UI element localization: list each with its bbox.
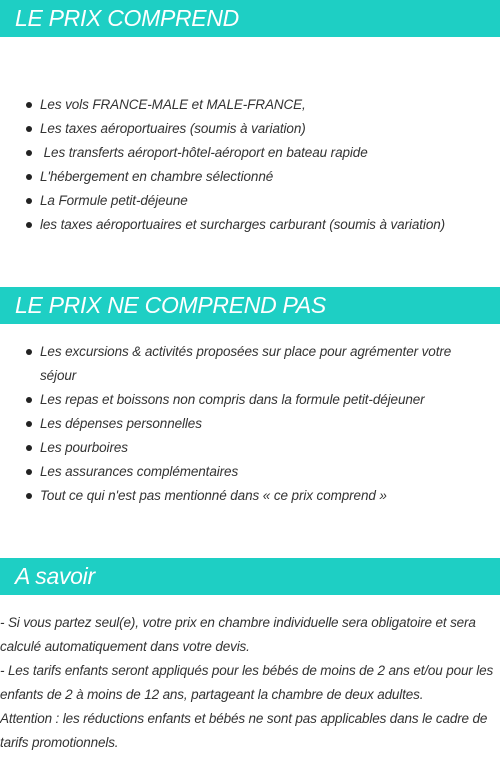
list-item: [0, 340, 480, 388]
bullet-icon: [26, 493, 32, 499]
list-item: [0, 388, 480, 412]
to-know-paragraph-attention: Attention : les réductions enfants et bébés ne sont pas applicables dans le cadre de tarifs promotionnels.: [0, 711, 488, 750]
list-item-text: Les pourboires: [40, 440, 128, 455]
to-know-paragraph-child-rates: - Les tarifs enfants seront appliqués pour les bébés de moins de 2 ans et/ou pour les enfants de 2 à moins de 12 ans, partageant la chambre de deux adultes.: [0, 663, 494, 702]
included-list: [0, 93, 480, 237]
list-item-text: Les vols FRANCE-MALE et MALE-FRANCE,: [40, 97, 306, 112]
list-item-text: Les taxes aéroportuaires (soumis à variation): [40, 121, 306, 136]
list-item-text: Tout ce qui n'est pas mentionné dans « ce prix comprend »: [40, 488, 387, 503]
list-item-text: Les assurances complémentaires: [40, 464, 239, 479]
bullet-icon: [26, 198, 32, 204]
list-item: [0, 93, 480, 117]
bullet-icon: [26, 102, 32, 108]
bullet-icon: [26, 397, 32, 403]
to-know-text: [0, 611, 500, 755]
list-item-text: Les excursions & activités proposées sur place pour agrémenter votre séjour: [40, 344, 452, 383]
list-item: [0, 460, 480, 484]
bullet-icon: [26, 349, 32, 355]
bullet-icon: [26, 445, 32, 451]
list-item: [0, 117, 480, 141]
included-section-title: LE PRIX COMPREND: [0, 0, 500, 37]
list-item-text: les taxes aéroportuaires et surcharges carburant (soumis à variation): [40, 217, 446, 232]
list-item-text: La Formule petit-déjeune: [40, 193, 188, 208]
list-item: [0, 141, 480, 165]
to-know-section-title: A savoir: [0, 558, 500, 595]
list-item: [0, 189, 480, 213]
list-item-text: Les repas et boissons non compris dans la formule petit-déjeuner: [40, 392, 425, 407]
bullet-icon: [26, 150, 32, 156]
bullet-icon: [26, 174, 32, 180]
list-item: [0, 436, 480, 460]
list-item: [0, 165, 480, 189]
list-item-text: Les dépenses personnelles: [40, 416, 202, 431]
not-included-section-title: LE PRIX NE COMPREND PAS: [0, 287, 500, 324]
list-item-text: L'hébergement en chambre sélectionné: [40, 169, 274, 184]
bullet-icon: [26, 421, 32, 427]
to-know-paragraph-single-room: - Si vous partez seul(e), votre prix en chambre individuelle sera obligatoire et sera calculé automatiquement dans votre devis.: [0, 615, 476, 654]
list-item: [0, 412, 480, 436]
list-item-text: Les transferts aéroport-hôtel-aéroport en bateau rapide: [40, 145, 368, 160]
list-item: [0, 213, 480, 237]
not-included-list: [0, 340, 480, 508]
bullet-icon: [26, 469, 32, 475]
bullet-icon: [26, 222, 32, 228]
bullet-icon: [26, 126, 32, 132]
list-item: [0, 484, 480, 508]
